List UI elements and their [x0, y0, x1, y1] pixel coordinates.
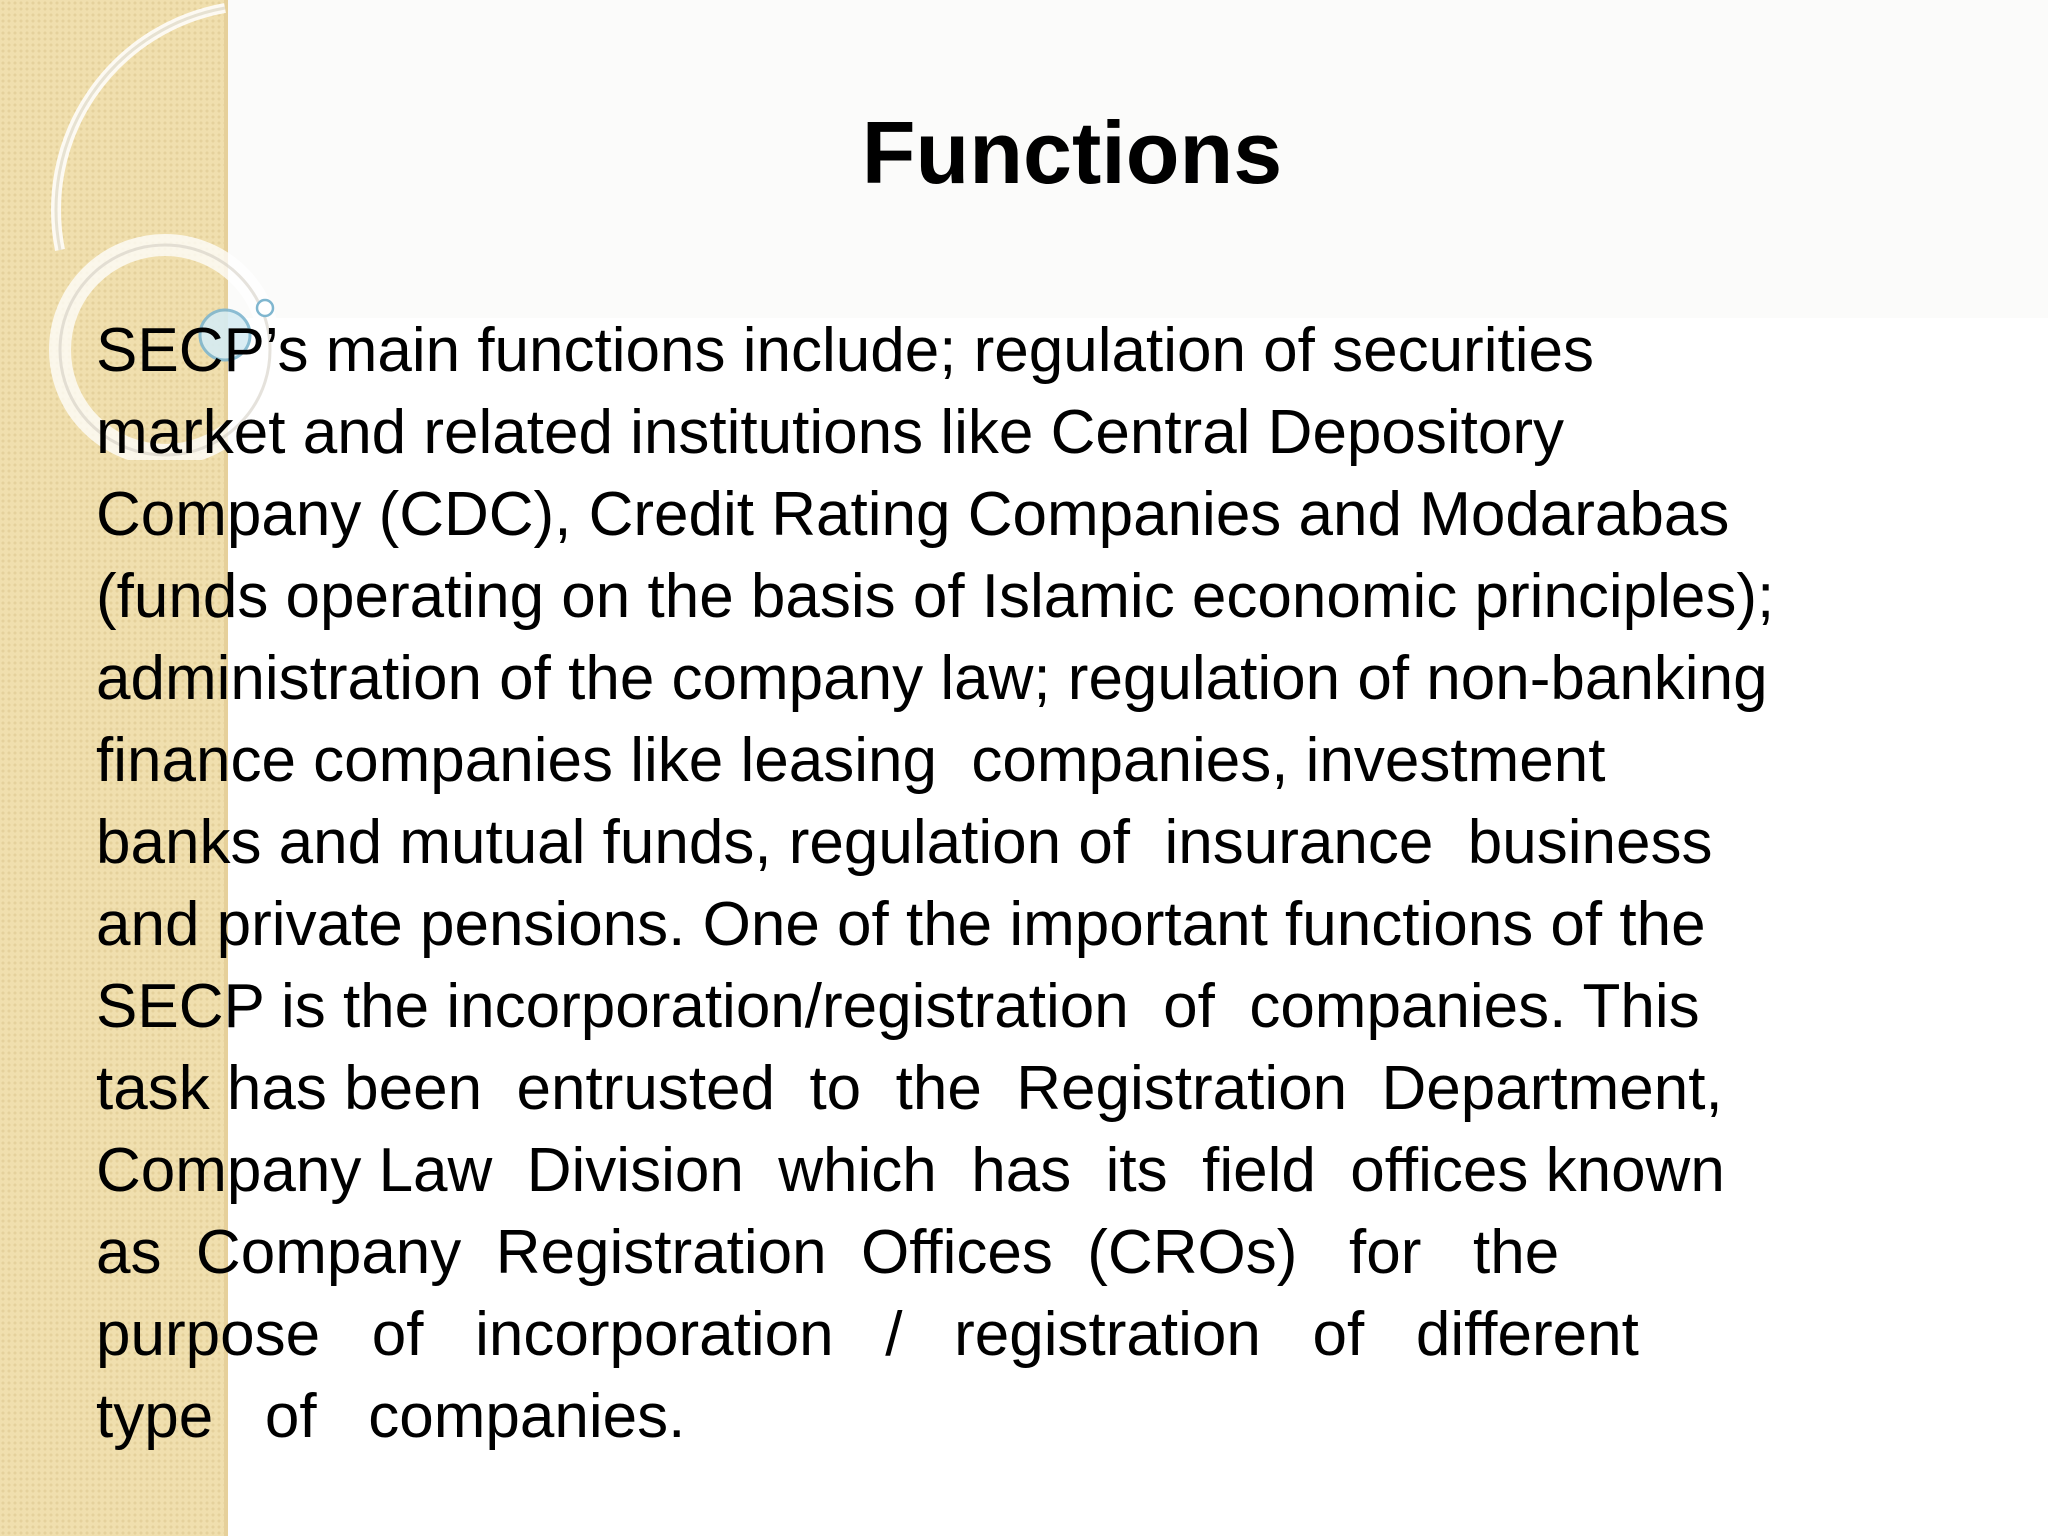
body-line: task has been entrusted to the Registration Department, — [96, 1054, 1723, 1123]
body-line: market and related institutions like Central Depository — [96, 398, 1565, 467]
body-line: type of companies. — [96, 1382, 686, 1451]
body-line: purpose of incorporation / registration of different — [96, 1300, 1639, 1369]
body-line: SECP is the incorporation/registration of companies. This — [96, 972, 1700, 1041]
slide-title: Functions — [861, 103, 1283, 202]
body-line: Company Law Division which has its field offices known — [96, 1136, 1725, 1205]
body-line: and private pensions. One of the important functions of the — [96, 890, 1706, 959]
body-line: Company (CDC), Credit Rating Companies and Modarabas — [96, 480, 1730, 549]
body-line: SECP’s main functions include; regulation of securities — [96, 316, 1594, 385]
slide-body — [96, 310, 1996, 1458]
body-line: administration of the company law; regulation of non-banking — [96, 644, 1768, 713]
body-line: finance companies like leasing companies, investment — [96, 726, 1606, 795]
body-line: as Company Registration Offices (CROs) for the — [96, 1218, 1560, 1287]
body-line: banks and mutual funds, regulation of insurance business — [96, 808, 1713, 877]
body-line: (funds operating on the basis of Islamic economic principles); — [96, 562, 1775, 631]
